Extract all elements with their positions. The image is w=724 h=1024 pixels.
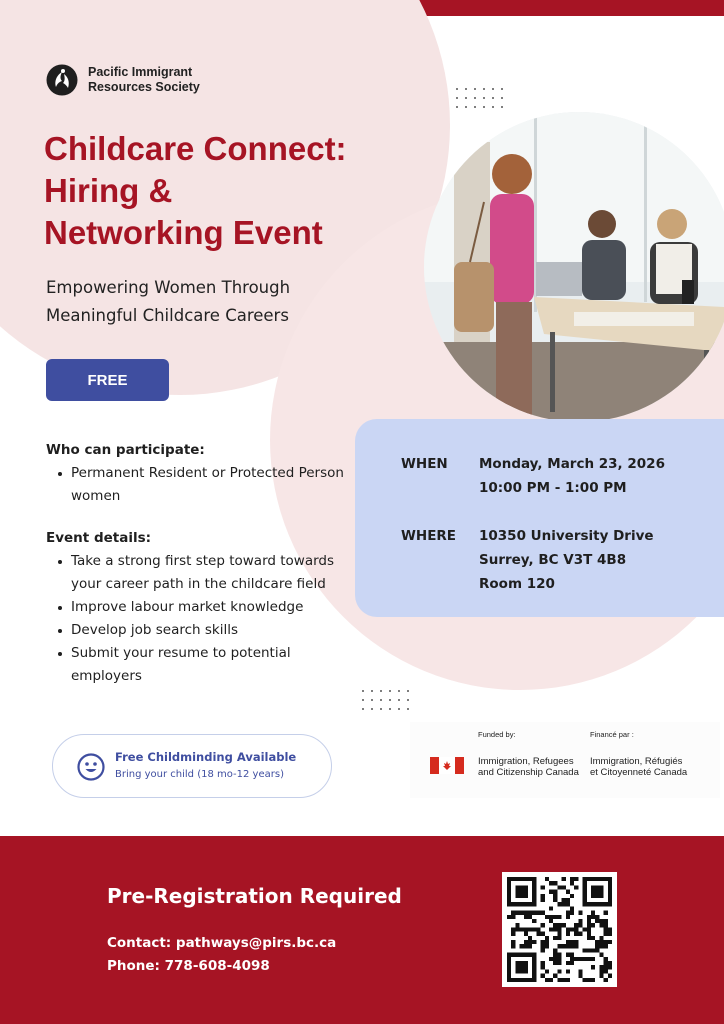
event-subtitle-line: Empowering Women Through [46, 278, 291, 297]
childminding-badge [52, 734, 332, 798]
when-label: WHEN [401, 456, 448, 472]
when-value [479, 452, 665, 500]
qr-code-graphic [507, 877, 612, 982]
contact-email[interactable]: Contact: pathways@pirs.bc.ca [107, 935, 337, 951]
address-line: Surrey, BC V3T 4B8 [479, 552, 627, 568]
childminding-title: Free Childminding Available [115, 750, 297, 764]
organization-name [88, 65, 200, 95]
who-list [46, 462, 346, 508]
canada-flag-icon [430, 757, 464, 774]
event-title-line: Childcare Connect: [44, 130, 347, 167]
event-details-section [46, 530, 346, 688]
event-subtitle [46, 274, 386, 330]
details-list [46, 550, 346, 688]
childminding-subtitle: Bring your child (18 mo-12 years) [115, 769, 284, 780]
registration-footer [0, 836, 724, 1024]
funder-block [410, 722, 720, 798]
when-row [401, 452, 724, 500]
smiley-face-icon [77, 753, 105, 781]
where-label: WHERE [401, 528, 457, 544]
details-heading: Event details: [46, 530, 152, 546]
when-where-panel [355, 419, 724, 617]
list-item: Develop job search skills [46, 619, 346, 642]
funded-by-label: Funded by: [478, 730, 516, 739]
event-photo [424, 112, 724, 422]
event-title-line: Hiring & [44, 172, 173, 209]
where-value [479, 524, 654, 596]
decorative-dots-bottom [362, 690, 409, 710]
address-line: Room 120 [479, 576, 555, 592]
address-line: 10350 University Drive [479, 528, 654, 544]
event-title [44, 128, 424, 254]
where-row [401, 524, 724, 596]
who-can-participate-section [46, 442, 346, 508]
qr-code-icon[interactable] [502, 872, 617, 987]
event-time: 10:00 PM - 1:00 PM [479, 480, 627, 496]
organization-logo [46, 64, 200, 96]
department-name-english: Immigration, Refugees and Citizenship Canada [478, 756, 579, 778]
event-subtitle-line: Meaningful Childcare Careers [46, 306, 289, 325]
pirs-logo-icon [46, 64, 78, 96]
contact-phone[interactable]: Phone: 778-608-4098 [107, 958, 270, 974]
event-date: Monday, March 23, 2026 [479, 456, 665, 472]
event-title-line: Networking Event [44, 214, 323, 251]
list-item: Improve labour market knowledge [46, 596, 346, 619]
list-item: Submit your resume to potential employers [46, 642, 346, 688]
list-item: Take a strong first step toward towards your career path in the childcare field [46, 550, 346, 596]
department-name-french: Immigration, Réfugiés et Citoyenneté Canada [590, 756, 688, 778]
free-badge: FREE [46, 359, 169, 401]
organization-name-line2: Resources Society [88, 80, 200, 94]
decorative-dots-top [456, 88, 503, 108]
contact-info [107, 932, 336, 978]
photo-illustration [424, 112, 724, 422]
list-item: Permanent Resident or Protected Person women [46, 462, 346, 508]
finance-par-label: Financé par : [590, 730, 634, 739]
registration-heading: Pre-Registration Required [107, 884, 402, 908]
organization-name-line1: Pacific Immigrant [88, 65, 193, 79]
who-heading: Who can participate: [46, 442, 205, 458]
